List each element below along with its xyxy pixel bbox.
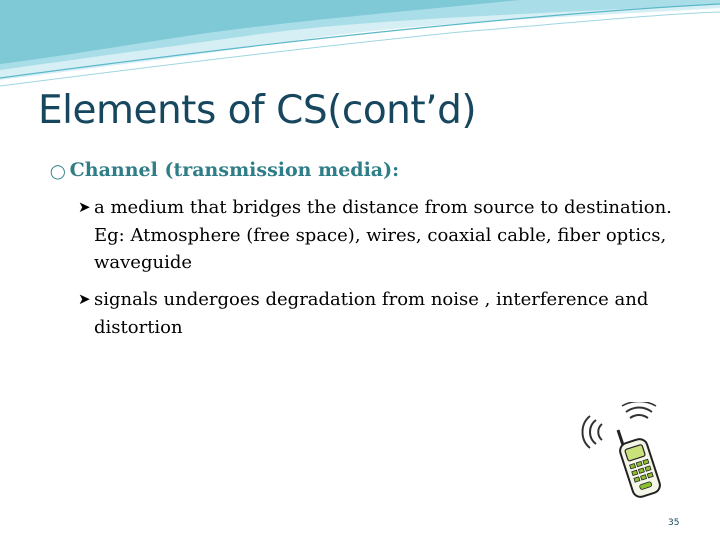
page-number: 35 <box>668 518 680 528</box>
subpoint-medium <box>78 194 688 277</box>
subpoint-degradation <box>78 286 688 341</box>
channel-heading <box>50 159 399 181</box>
slide-title: Elements of CS(cont’d) <box>38 88 477 133</box>
cellphone-signal-icon <box>574 402 684 502</box>
subpoint-text: a medium that bridges the distance from source to destination. Eg: Atmosphere (free space), wires, coaxial cable, fiber optics, waveguide <box>94 197 672 273</box>
arrowhead-bullet-icon: ➤ <box>78 198 91 216</box>
header-wave-decoration <box>0 0 720 90</box>
arrowhead-bullet-icon: ➤ <box>78 290 91 308</box>
hollow-bullet-icon: ◯ <box>50 164 66 180</box>
subpoint-text: signals undergoes degradation from noise , interference and distortion <box>94 289 649 338</box>
heading-text: Channel (transmission media): <box>69 159 400 181</box>
